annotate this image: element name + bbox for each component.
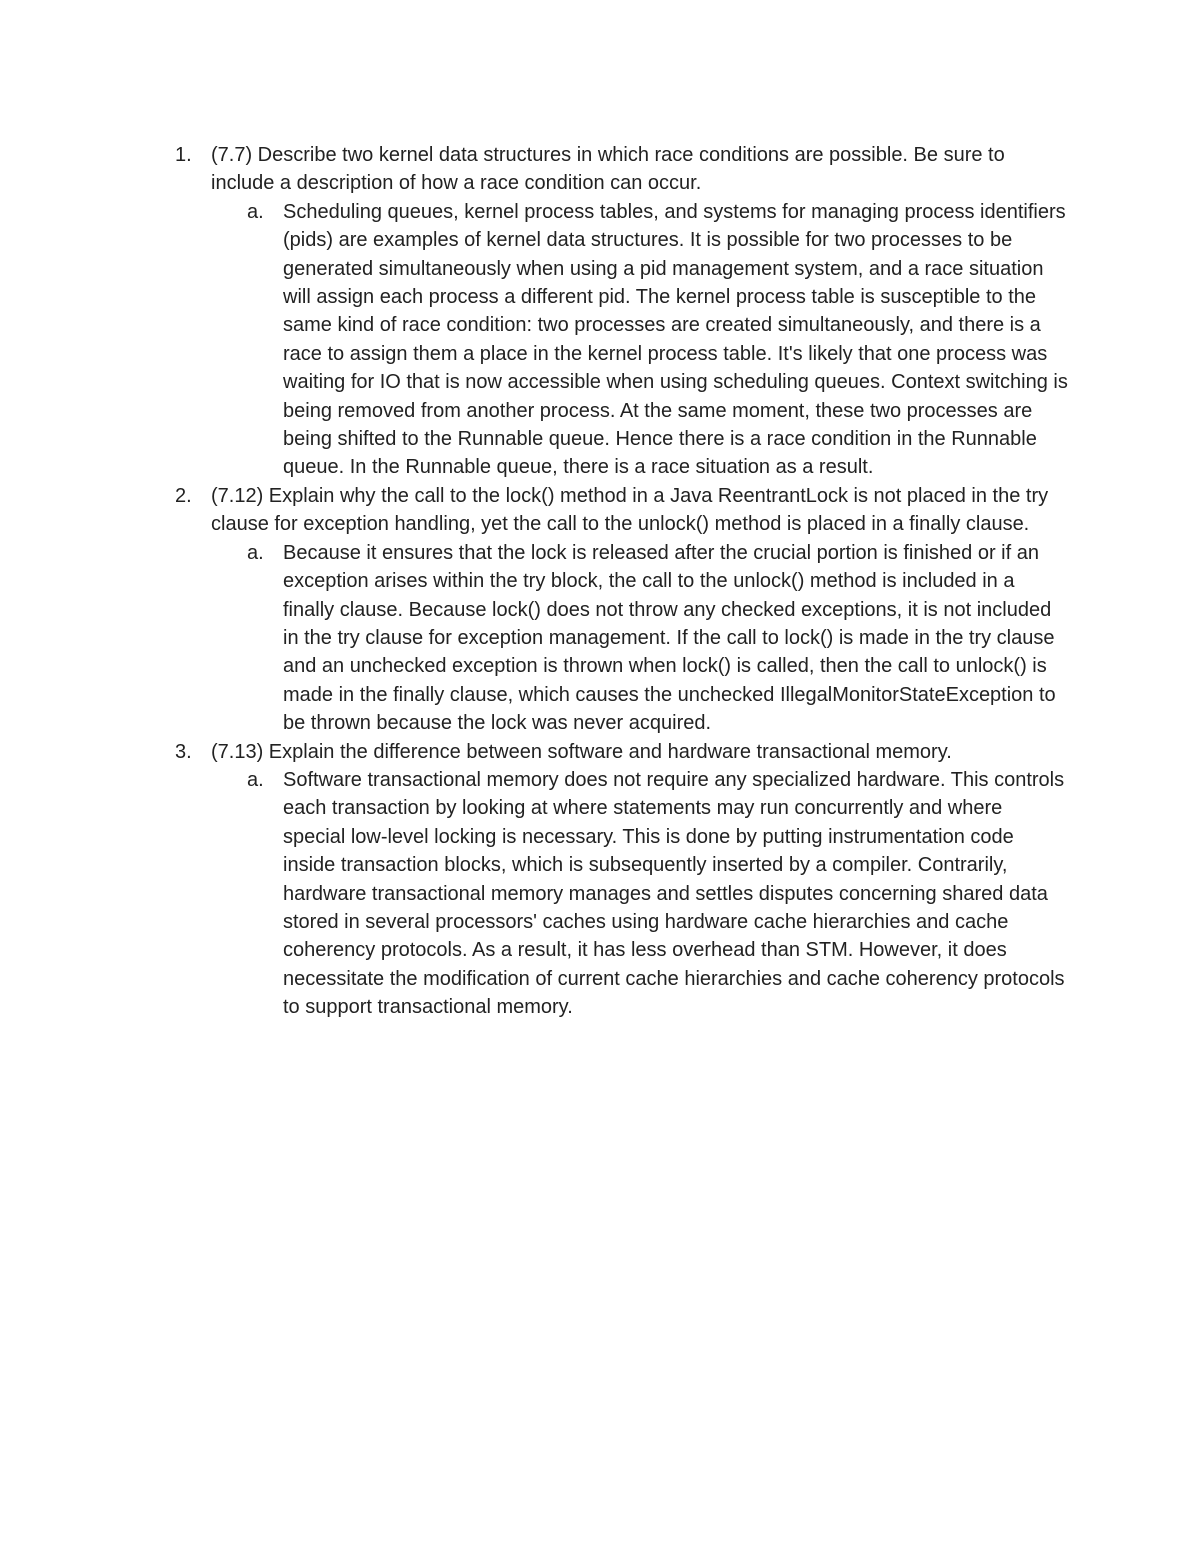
answer-label: a. <box>247 768 264 791</box>
question-text: (7.13) Explain the difference between software and hardware transactional memory. <box>211 740 952 763</box>
question-text: (7.12) Explain why the call to the lock() method in a Java ReentrantLock is not placed in the try clause for exception handling, yet the call to the unlock() method is placed in a finally clause. <box>211 484 1049 536</box>
question-item <box>168 738 1068 1022</box>
answer-item <box>211 198 1068 482</box>
question-number: 3. <box>175 740 192 763</box>
answer-list <box>211 766 1068 1022</box>
answer-item <box>211 539 1068 738</box>
answer-label: a. <box>247 200 264 223</box>
answer-list <box>211 198 1068 482</box>
answer-text: Because it ensures that the lock is released after the crucial portion is finished or if an exception arises within the try block, the call to the unlock() method is included in a finally clause. Because lock() does not throw any checked exceptions, it is not included in the try clause for exception management. If the call to lock() is made in the try clause and an unchecked exception is thrown when lock() is called, then the call to unlock() is made in the finally clause, which causes the unchecked IllegalMonitorStateException to be thrown because the lock was never acquired. <box>283 541 1056 735</box>
question-item <box>168 141 1068 482</box>
question-list <box>168 141 1068 1022</box>
answer-text: Scheduling queues, kernel process tables, and systems for managing process identifiers (pids) are examples of kernel data structures. It is possible for two processes to be generated simultaneously when using a pid management system, and a race situation will assign each process a different pid. The kernel process table is susceptible to the same kind of race condition: two processes are created simultaneously, and there is a race to assign them a place in the kernel process table. It's likely that one process was waiting for IO that is now accessible when using scheduling queues. Context switching is being removed from another process. At the same moment, these two processes are being shifted to the Runnable queue. Hence there is a race condition in the Runnable queue. In the Runnable queue, there is a race situation as a result. <box>283 200 1068 479</box>
question-number: 1. <box>175 144 192 166</box>
answer-text: Software transactional memory does not require any specialized hardware. This controls each transaction by looking at where statements may run concurrently and where special low-level locking is necessary. This is done by putting instrumentation code inside transaction blocks, which is subsequently inserted by a compiler. Contrarily, hardware transactional memory manages and settles disputes concerning shared data stored in several processors' caches using hardware cache hierarchies and cache coherency protocols. As a result, it has less overhead than STM. However, it does necessitate the modification of current cache hierarchies and cache coherency protocols to support transactional memory. <box>283 768 1065 1019</box>
answer-list <box>211 539 1068 738</box>
answer-item <box>211 766 1068 1022</box>
question-text: (7.7) Describe two kernel data structures in which race conditions are possible. Be sure to include a description of how a race condition can occur. <box>211 144 1005 195</box>
question-item <box>168 482 1068 738</box>
answer-label: a. <box>247 541 264 564</box>
question-number: 2. <box>175 484 192 507</box>
